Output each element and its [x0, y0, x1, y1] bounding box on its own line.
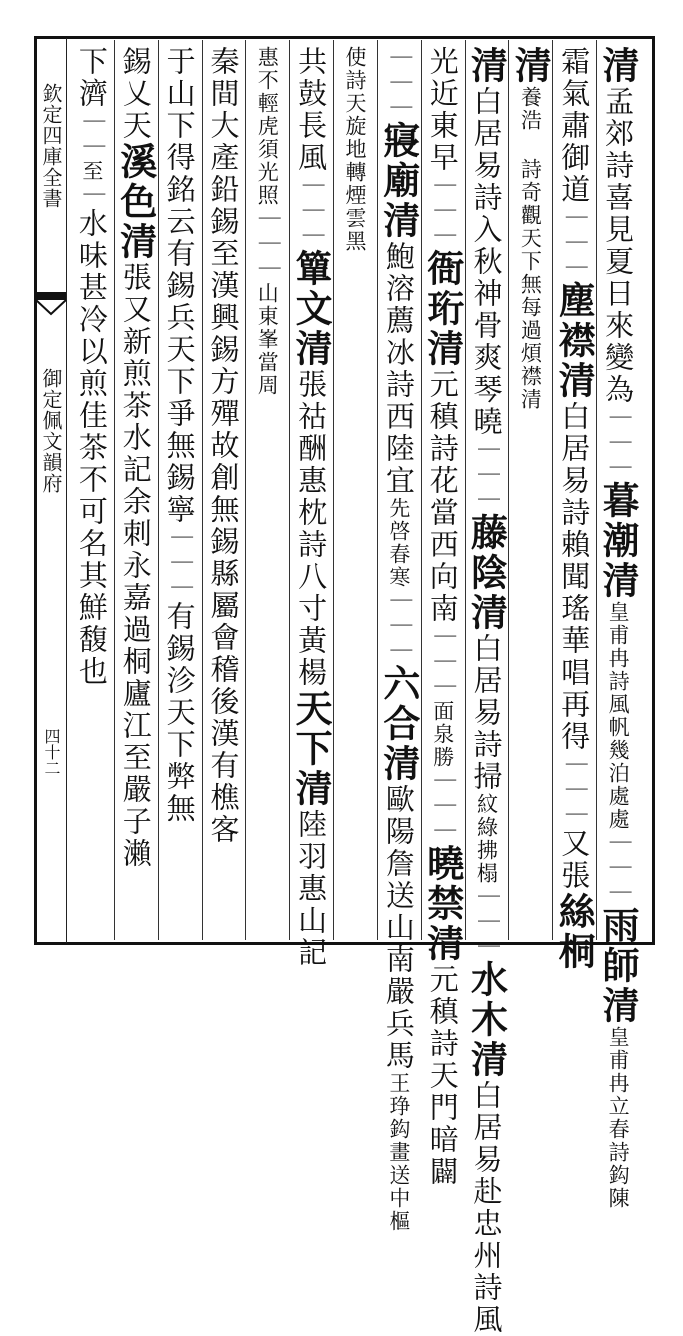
headword: 清 [508, 46, 553, 86]
text-column [69, 46, 115, 932]
text-run: 光近東早 [425, 46, 460, 174]
repeat-marks: ｜｜ [79, 110, 105, 160]
text-run: 共鼓長風 [294, 46, 329, 174]
small-note: 皇甫冉立春詩鈎陳 [606, 1026, 631, 1210]
text-column [113, 46, 159, 932]
text-run: 錫乂天 [118, 46, 153, 142]
small-note: 紋綠拂榻 [474, 793, 499, 885]
headword: 塵襟清 [552, 281, 597, 401]
headword: 寢廟清 [376, 121, 421, 241]
text-run: 歐陽詹送山南嚴兵馬 [381, 784, 416, 1072]
text-run: 秦間大產鉛錫至漢興錫方殫故創無錫縣屬會稽後漢有樵客 [206, 46, 241, 846]
small-note: 惠不輕虎須光照 [255, 46, 280, 207]
repeat-marks: ｜｜｜ [430, 769, 456, 844]
text-column [288, 46, 334, 969]
text-run: 孟郊詩喜見夏日來變為 [601, 86, 636, 406]
text-run: 霜氣肅御道 [557, 46, 592, 206]
text-run: 白居易詩掃 [469, 633, 504, 793]
repeat-marks: ｜｜｜ [255, 207, 281, 282]
text-column [376, 46, 422, 1233]
margin-top-label: 欽定四庫全書 [39, 83, 63, 209]
headword: 簞文清 [289, 249, 334, 369]
headword: 清 [464, 46, 509, 86]
headword: 絲桐 [552, 892, 597, 972]
headword: 水木清 [464, 960, 509, 1080]
headword: 雨師清 [596, 906, 641, 1026]
text-run: 白居易赴忠州詩風 [469, 1080, 504, 1336]
small-note: 山東峯當周 [255, 282, 280, 397]
repeat-marks: ｜｜｜ [562, 753, 588, 828]
text-run: 白居易詩入秋神骨爽琴曉 [469, 86, 504, 438]
repeat-marks: ｜｜｜ [299, 174, 325, 249]
small-note: 至 [79, 160, 104, 183]
text-run: 元稹詩天門暗闢 [425, 964, 460, 1188]
text-run: 于山下得銘云有錫兵天下爭無錫寧 [162, 46, 197, 526]
small-note: 皇甫冉詩風帆幾泊處處 [606, 601, 631, 831]
headword: 天下清 [289, 689, 334, 809]
repeat-marks: ｜｜｜ [474, 885, 500, 960]
text-run: 白居易詩賴聞瑤華唱再得 [557, 401, 592, 753]
headword: 藤陰清 [464, 513, 509, 633]
repeat-marks: ｜｜｜ [386, 589, 412, 664]
text-column [200, 46, 246, 932]
text-column [157, 46, 203, 932]
small-note: 養浩 詩奇觀天下無每過煩襟清 [518, 86, 543, 411]
text-run: 水味甚冷以煎佳茶不可名其鮮馥也 [74, 208, 109, 688]
headword: 六合清 [376, 664, 421, 784]
text-run: 陸羽惠山記 [294, 809, 329, 969]
page-number: 四十二 [42, 728, 61, 776]
repeat-marks: ｜｜｜ [430, 174, 456, 249]
repeat-marks: ｜ [79, 183, 105, 208]
repeat-marks: ｜｜｜ [606, 406, 632, 481]
text-run: 下濟 [74, 46, 109, 110]
fish-tail-ornament-icon [36, 292, 66, 318]
repeat-marks: ｜｜｜ [606, 831, 632, 906]
repeat-marks: ｜｜｜ [386, 46, 412, 121]
small-note: 面泉勝 [430, 700, 455, 769]
small-note: 王琤鈎畫送中樞 [386, 1072, 411, 1233]
text-column [420, 46, 466, 1188]
repeat-marks: ｜｜｜ [167, 526, 193, 601]
text-run: 向南 [425, 561, 460, 625]
text-column [551, 46, 597, 972]
headword: 暮潮清 [596, 481, 641, 601]
repeat-marks: ｜｜｜ [562, 206, 588, 281]
text-run: 張祜酬惠枕詩八寸黃楊 [294, 369, 329, 689]
small-note: 先啓春寒 [386, 497, 411, 589]
repeat-marks: ｜｜｜ [430, 625, 456, 700]
headword: 曉禁清 [420, 844, 465, 964]
text-column [244, 46, 290, 932]
headword: 衙珩清 [420, 249, 465, 369]
headword: 清 [596, 46, 641, 86]
small-note: 使詩天旋地轉煙雲黑 [343, 46, 367, 253]
text-run: 張又新煎茶水記余刺永嘉過桐廬江至嚴子瀨 [118, 262, 153, 870]
margin-strip [36, 38, 67, 943]
text-run: 元稹詩花當西 [425, 369, 460, 561]
margin-bottom-label: 御定佩文韻府 [39, 368, 63, 494]
text-run: 又張 [557, 828, 592, 892]
repeat-marks: ｜｜｜ [474, 438, 500, 513]
text-run: 有錫沴天下弊無 [162, 601, 197, 825]
text-column [464, 46, 510, 1336]
headword: 溪色清 [113, 142, 158, 262]
text-column [507, 46, 553, 932]
text-column [332, 46, 378, 932]
text-column [595, 46, 641, 1210]
text-run: 鮑溶薦冰詩西陸宜 [381, 241, 416, 497]
